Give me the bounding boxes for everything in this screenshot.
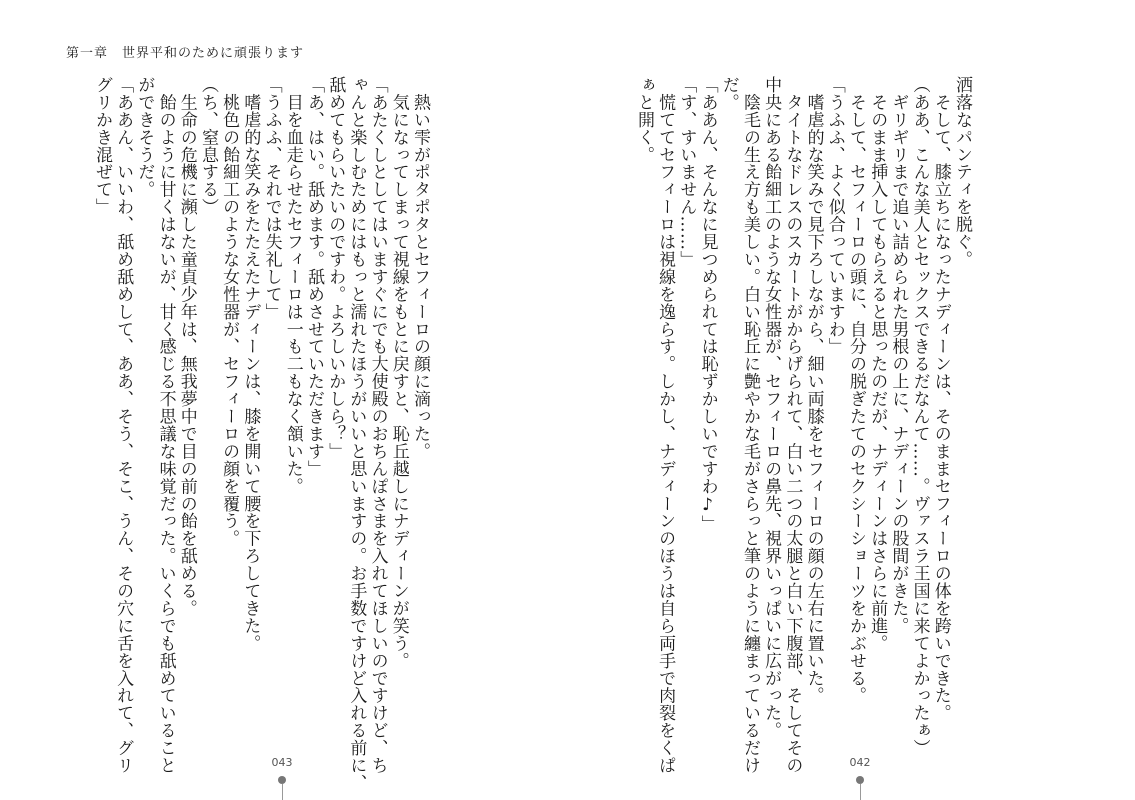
page-marker-line <box>860 784 861 800</box>
text-line: 陰毛の生え方も美しい。白い恥丘に艶やかな毛がさらっと筆のように纏まっているだけ <box>739 76 760 774</box>
text-line: 熱い雫がポタポタとセフィーロの顔に滴った。 <box>410 76 430 460</box>
text-line: そのまま挿入してもらえると思ったのだが、ナディーンはさらに前進。 <box>867 76 888 652</box>
text-line: グリかき混ぜて」 <box>91 76 112 216</box>
text-line: 「うふふ、それでは失礼して」 <box>261 76 282 321</box>
text-line: 「うふふ、よく似合っていますわ」 <box>824 76 845 356</box>
text-line: ぁと開く。 <box>633 76 654 164</box>
text-line: ギリギリまで追い詰められた男根の上に、ナディーンの股間がきた。 <box>888 76 909 635</box>
text-line: 舐めてもらいたいのですわ。よろしいかしら？」 <box>325 76 346 460</box>
text-line: 目を血走らせたセフィーロは一も二もなく頷いた。 <box>282 76 303 495</box>
right-page <box>567 0 1135 800</box>
text-line: ゃんと楽しむためにはもっと濡れたほうがいいと思いますの。お手数ですけど入れる前に、 <box>346 76 367 792</box>
text-line: 慌ててセフィーロは視線を逸らす。しかし、ナディーンのほうは自ら両手で肉裂をくぱ <box>655 76 676 774</box>
page-marker-dot <box>856 776 864 784</box>
text-line: 「ああん、そんなに見つめられては恥ずかしいですわ♪」 <box>697 76 718 533</box>
page-number: 043 <box>271 756 293 769</box>
text-line: 気になってしまって視線をもとに戻すと、恥丘越しにナディーンが笑う。 <box>388 76 409 670</box>
page-marker-line <box>282 784 283 800</box>
text-line: 嗜虐的な笑みで見下ろしながら、細い両膝をセフィーロの顔の左右に置いた。 <box>803 76 824 705</box>
text-line: （ち、窒息する） <box>197 76 218 216</box>
left-page <box>0 0 567 800</box>
chapter-header: 第一章 世界平和のために頑張ります <box>66 46 305 61</box>
text-line: 桃色の飴細工のような女性器が、セフィーロの顔を覆う。 <box>219 76 240 548</box>
text-line: 中央にある飴細工のような女性器が、セフィーロの鼻先、視界いっぱいに広がった。 <box>761 76 782 740</box>
text-line: 「ああん、いいわ、舐め舐めして、ああ、そう、そこ、うん、その穴に舌を入れて、グリ <box>113 76 134 774</box>
page-marker-dot <box>278 776 286 784</box>
text-line: 「す、すいません……」 <box>676 76 697 268</box>
text-line: 洒落なパンティを脱ぐ。 <box>952 76 972 268</box>
text-line: （ああ、こんな美人とセックスできるだなんて……。ヴァスラ王国に来てよかったぁ） <box>909 76 930 757</box>
text-line: そして、膝立ちになったナディーンは、そのままセフィーロの体を跨いできた。 <box>930 76 951 722</box>
text-line: 嗜虐的な笑みをたたえたナディーンは、膝を開いて腰を下ろしてきた。 <box>240 76 261 652</box>
text-line: 「あたくしとしてはいますぐにでも大使殿のおちんぽさまを入れてほしいのですけど、ち <box>367 76 388 774</box>
text-line: 生命の危機に瀕した童貞少年は、無我夢中で目の前の飴を舐める。 <box>176 76 197 617</box>
text-line: 「あ、はい。舐めます。舐めさせていただきます」 <box>303 76 324 478</box>
page-number: 042 <box>849 756 871 769</box>
text-line: 飴のように甘くはないが、甘く感じる不思議な味覚だった。いくらでも舐めていること <box>155 76 176 774</box>
text-line: だ。 <box>718 76 739 111</box>
text-line: タイトなドレスのスカートがからげられて、白い二つの太腿と白い下腹部、そしてその <box>782 76 803 774</box>
text-line: そして、セフィーロの頭に、自分の脱ぎたてのセクシーショーツをかぶせる。 <box>845 76 866 705</box>
text-line: ができそうだ。 <box>134 76 155 199</box>
